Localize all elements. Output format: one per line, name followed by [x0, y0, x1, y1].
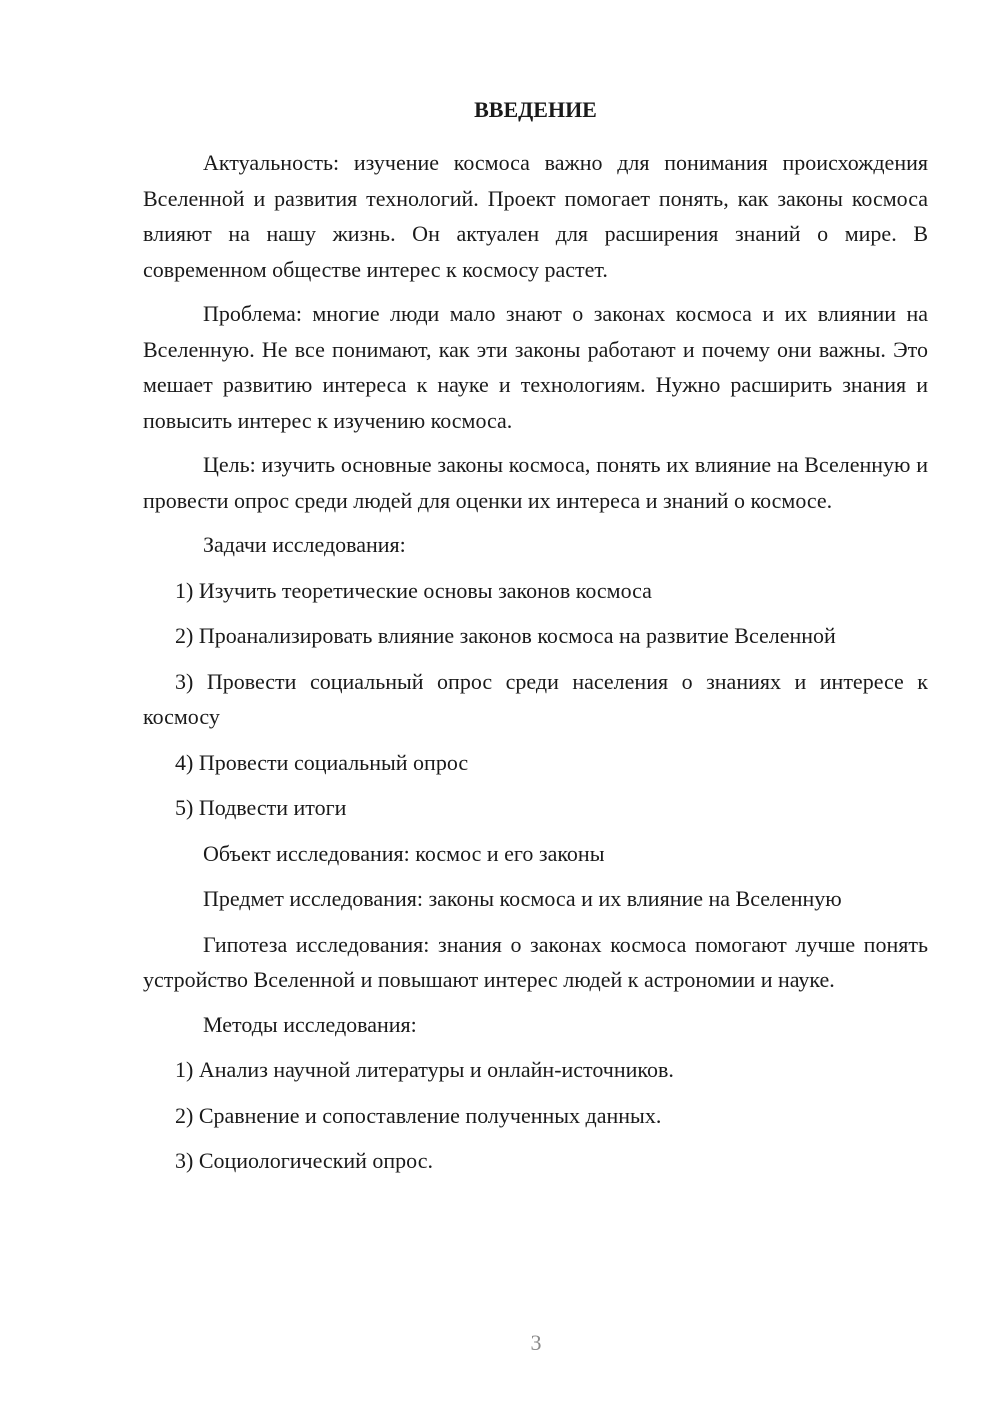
method-item-3: 3) Социологический опрос. [175, 1148, 433, 1173]
method-item-2: 2) Сравнение и сопоставление полученных данных. [175, 1102, 662, 1128]
method-item-1: 1) Анализ научной литературы и онлайн-источников. [175, 1057, 674, 1082]
problem-paragraph: Проблема: многие люди мало знают о законах космоса и их влиянии на Вселенную. Не все понимают, как эти законы работают и почему они важны. Это мешает развитию интереса к науке и технологиям. Нужно расширить знания и повысить интерес к изучению космоса. [143, 301, 928, 433]
goal-paragraph: Цель: изучить основные законы космоса, понять их влияние на Вселенную и провести опрос среди людей для оценки их интереса и знаний о космосе. [143, 452, 928, 513]
page-number: 3 [530, 1330, 542, 1355]
document-page [143, 95, 928, 1189]
tasks-heading: Задачи исследования: [203, 532, 406, 557]
task-item-2: 2) Проанализировать влияние законов космоса на развитие Вселенной [175, 623, 836, 648]
task-item-1: 1) Изучить теоретические основы законов космоса [175, 577, 652, 603]
task-item-3: 3) Провести социальный опрос среди населения о знаниях и интересе к космосу [143, 668, 928, 729]
methods-heading: Методы исследования: [203, 1011, 417, 1037]
task-item-4: 4) Провести социальный опрос [175, 749, 469, 775]
task-item-5: 5) Подвести итоги [175, 795, 347, 820]
research-object: Объект исследования: космос и его законы [203, 840, 605, 866]
relevance-paragraph: Актуальность: изучение космоса важно для понимания происхождения Вселенной и развития технологий. Проект помогает понять, как законы космоса влияют на нашу жизнь. Он актуален для расширения знаний о мире. В современном обществе интерес к космосу растет. [143, 150, 928, 282]
research-subject: Предмет исследования: законы космоса и их влияние на Вселенную [203, 886, 842, 911]
section-title: ВВЕДЕНИЕ [474, 97, 597, 122]
research-hypothesis: Гипотеза исследования: знания о законах космоса помогают лучше понять устройство Вселенной и повышают интерес людей к астрономии и науке. [143, 931, 928, 992]
